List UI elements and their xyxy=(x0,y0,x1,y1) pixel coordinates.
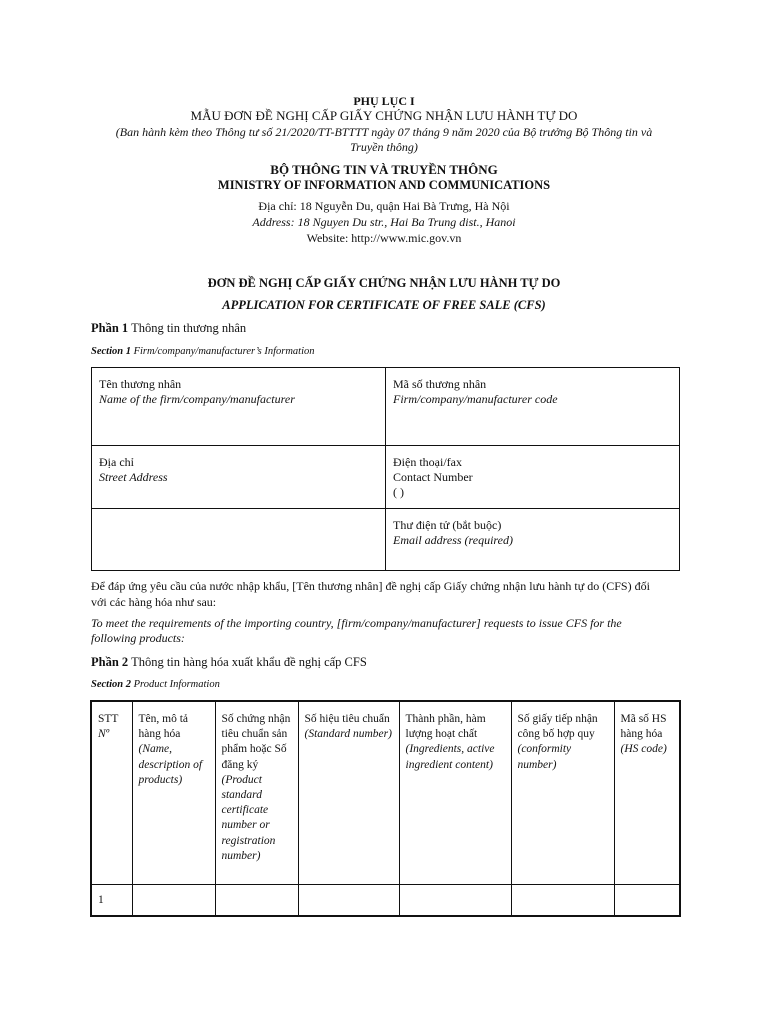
column-header-conformity-en: (conformity number) xyxy=(517,743,572,771)
section2-heading-number: Phần 2 xyxy=(91,655,129,669)
contact-number-cell[interactable] xyxy=(386,446,680,509)
column-header-conformity-vi: Số giấy tiếp nhận công bố hợp quy xyxy=(517,713,598,741)
phone-label-en: Contact Number xyxy=(393,470,473,484)
address-value-cell[interactable] xyxy=(92,509,386,571)
column-header-name-vi: Tên, mô tả hàng hóa xyxy=(138,713,188,741)
ministry-address-vi: Địa chỉ: 18 Nguyễn Du, quận Hai Bà Trưng, Hà Nội xyxy=(258,199,510,213)
phone-area-code: ( ) xyxy=(393,485,404,499)
column-header-standard-en: (Standard number) xyxy=(304,728,392,741)
firm-name-cell[interactable] xyxy=(92,368,386,446)
section2-heading xyxy=(91,655,367,670)
certificate-input-cell[interactable] xyxy=(215,884,298,916)
firm-name-label-en: Name of the firm/company/manufacturer xyxy=(99,392,295,406)
ministry-name-en: MINISTRY OF INFORMATION AND COMMUNICATIONS xyxy=(217,178,551,192)
issued-by-line-2: Truyền thông) xyxy=(350,140,418,154)
column-header-certificate-en: (Product standard certificate number or registration number) xyxy=(221,773,276,862)
column-header-hs-code-en: (HS code) xyxy=(620,743,667,756)
column-header-stt-en: Nº xyxy=(98,728,110,741)
table-row xyxy=(91,884,680,916)
column-header-stt xyxy=(91,701,132,884)
phone-label: Điện thoại/fax xyxy=(393,455,462,469)
request-vi-line-1: Để đáp ứng yêu cầu của nước nhập khẩu, [Tên thương nhân] đề nghị cấp Giấy chứng nhận lưu hành tự do (CFS) đối xyxy=(91,579,650,593)
firm-name-label: Tên thương nhân xyxy=(99,377,182,391)
column-header-standard-vi: Số hiệu tiêu chuẩn xyxy=(304,713,390,725)
standard-input-cell[interactable] xyxy=(298,884,399,916)
address-label-en: Street Address xyxy=(99,470,168,484)
application-title-vi: ĐƠN ĐỀ NGHỊ CẤP GIẤY CHỨNG NHẬN LƯU HÀNH TỰ DO xyxy=(207,276,561,290)
appendix-label: PHỤ LỤC I xyxy=(353,94,415,108)
product-name-input-cell[interactable] xyxy=(132,884,215,916)
column-header-ingredients xyxy=(399,701,511,884)
column-header-conformity xyxy=(511,701,614,884)
firm-info-table xyxy=(91,367,680,571)
request-text-en xyxy=(91,616,622,646)
section1-subheading-text: Firm/company/manufacturer’s Information xyxy=(130,346,315,357)
section1-subheading xyxy=(91,346,315,357)
table-row xyxy=(92,509,680,571)
section2-heading-text: Thông tin hàng hóa xuất khẩu đề nghị cấp CFS xyxy=(128,655,367,669)
firm-code-label-en: Firm/company/manufacturer code xyxy=(393,392,558,406)
product-info-table xyxy=(90,700,681,917)
table-row xyxy=(92,446,680,509)
column-header-name xyxy=(132,701,215,884)
column-header-standard xyxy=(298,701,399,884)
section1-heading-number: Phần 1 xyxy=(91,321,129,335)
ministry-website: Website: http://www.mic.gov.vn xyxy=(306,231,462,245)
issued-by-line-1: (Ban hành kèm theo Thông tư số 21/2020/TT-BTTTT ngày 07 tháng 9 năm 2020 của Bộ trưởng Bộ Thông tin và xyxy=(115,125,653,139)
ministry-address-en: Address: 18 Nguyen Du str., Hai Ba Trung dist., Hanoi xyxy=(252,215,516,229)
section2-subheading-number: Section 2 xyxy=(91,679,131,690)
address-cell[interactable] xyxy=(92,446,386,509)
column-header-hs-code xyxy=(614,701,680,884)
table-header-row xyxy=(91,701,680,884)
section1-heading xyxy=(91,321,246,336)
request-vi-line-2: với các hàng hóa như sau: xyxy=(91,595,217,609)
table-row xyxy=(92,368,680,446)
conformity-input-cell[interactable] xyxy=(511,884,614,916)
email-cell[interactable] xyxy=(386,509,680,571)
firm-code-label: Mã số thương nhân xyxy=(393,377,487,391)
column-header-stt-vi: STT xyxy=(98,713,119,725)
firm-code-cell[interactable] xyxy=(386,368,680,446)
ministry-name-vi: BỘ THÔNG TIN VÀ TRUYỀN THÔNG xyxy=(270,162,498,177)
email-label-en: Email address (required) xyxy=(393,533,513,547)
form-title: MẪU ĐƠN ĐỀ NGHỊ CẤP GIẤY CHỨNG NHẬN LƯU HÀNH TỰ DO xyxy=(190,108,578,123)
column-header-certificate-vi: Số chứng nhận tiêu chuẩn sản phẩm hoặc Số đăng ký xyxy=(221,713,291,771)
address-label: Địa chỉ xyxy=(99,455,134,469)
section1-heading-text: Thông tin thương nhân xyxy=(128,321,247,335)
section2-subheading xyxy=(91,679,220,690)
email-label: Thư điện tử (bắt buộc) xyxy=(393,518,502,532)
row-stt-cell: 1 xyxy=(91,884,132,916)
section1-subheading-number: Section 1 xyxy=(91,346,131,357)
request-en-line-1: To meet the requirements of the importing country, [firm/company/manufacturer] requests to issue CFS for the xyxy=(91,616,622,630)
column-header-name-en: (Name, description of products) xyxy=(138,743,203,786)
application-title-en: APPLICATION FOR CERTIFICATE OF FREE SALE (CFS) xyxy=(222,298,546,312)
column-header-ingredients-vi: Thành phần, hàm lượng hoạt chất xyxy=(405,713,486,741)
section2-subheading-text: Product Information xyxy=(130,679,220,690)
request-en-line-2: following products: xyxy=(91,631,185,645)
ingredients-input-cell[interactable] xyxy=(399,884,511,916)
request-text-vi xyxy=(91,578,650,610)
column-header-ingredients-en: (Ingredients, active ingredient content) xyxy=(405,743,495,771)
hs-code-input-cell[interactable] xyxy=(614,884,680,916)
column-header-certificate xyxy=(215,701,298,884)
column-header-hs-code-vi: Mã số HS hàng hóa xyxy=(620,713,667,741)
